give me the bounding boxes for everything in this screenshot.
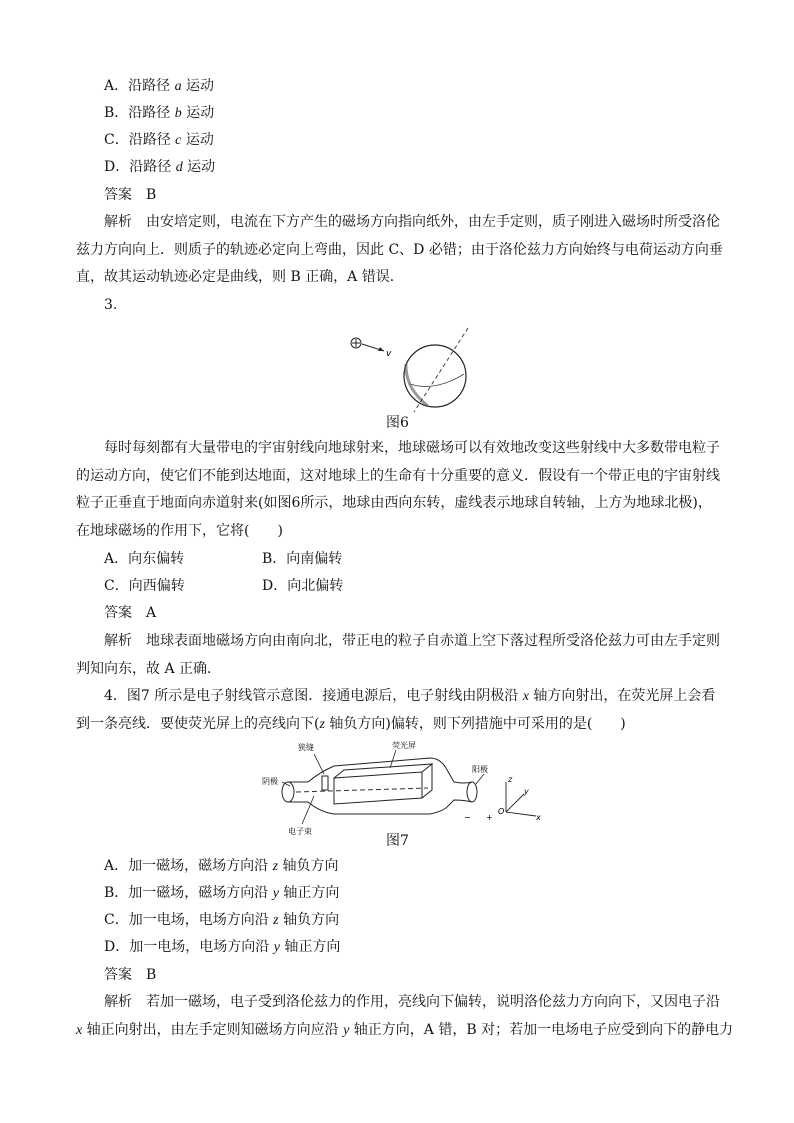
option-q4-a: A．加一磁场，磁场方向沿 z 轴负方向: [104, 858, 339, 874]
origin-label: O: [498, 807, 505, 816]
answer-q3: 答案 A: [104, 605, 157, 621]
axis-y-label: y: [524, 787, 529, 796]
minus-terminal-label: −: [464, 813, 471, 822]
cathode-label: 阴极: [262, 777, 278, 786]
analysis-q2-line3: 直，故其运动轨迹必定是曲线，则 B 正确，A 错误．: [76, 269, 404, 285]
analysis-q2-line2: 兹力方向向上．则质子的轨迹必定向上弯曲，因此 C、D 必错；由于洛伦兹力方向始终与电荷运动方向垂: [76, 242, 723, 258]
fluorescent-screen: [422, 764, 432, 798]
tube-top: [308, 758, 472, 783]
analysis-q2-line1: 解析 由安培定则，电流在下方产生的磁场方向指向纸外，由左手定则，质子刚进入磁场时所受洛伦: [104, 214, 720, 230]
analysis-q4-line1: 解析 若加一磁场，电子受到洛伦兹力的作用，亮线向下偏转，说明洛伦兹力方向向下，又因电子沿: [104, 994, 720, 1010]
anode-cap: [467, 782, 477, 802]
velocity-arrow: [362, 344, 384, 351]
figure-6-caption: 图6: [386, 415, 409, 431]
option-q2-d: D．沿路径 d 运动: [104, 159, 216, 175]
beam-label: 电子束: [288, 827, 312, 836]
option-q3-d: D．向北偏转: [262, 578, 344, 594]
figure-6-earth-diagram: [340, 326, 480, 416]
axis-x-label: x: [536, 813, 541, 822]
answer-q2: 答案 B: [104, 187, 157, 203]
option-q3-b: B．向南偏转: [262, 551, 343, 567]
option-q4-c: C．加一电场，电场方向沿 z 轴负方向: [104, 912, 340, 928]
question-4-text-line1: 4．图7 所示是电子射线管示意图．接通电源后，电子射线由阴极沿 x 轴方向射出，在荧光屏上会看: [104, 688, 716, 704]
option-q2-c: C．沿路径 c 运动: [104, 132, 214, 148]
plus-terminal-label: +: [486, 813, 493, 822]
option-q2-a: A．沿路径 a 运动: [104, 78, 215, 94]
question-3-text-line1: 每时每刻都有大量带电的宇宙射线向地球射来，地球磁场可以有效地改变这些射线中大多数带电粒子: [104, 440, 720, 456]
slit-label: 狭缝: [298, 743, 314, 752]
option-q3-c: C．向西偏转: [104, 578, 185, 594]
analysis-q3-line1: 解析 地球表面地磁场方向由南向北，带正电的粒子自赤道上空下落过程所受洛伦兹力可由左手定则: [104, 633, 720, 649]
figure-7-crt-diagram: [258, 738, 548, 836]
earth-globe: [404, 345, 466, 407]
electron-beam-line: [296, 788, 428, 792]
slit: [322, 776, 328, 790]
axis-z-label: z: [508, 775, 513, 784]
option-q3-a: A．向东偏转: [104, 551, 185, 567]
question-3-text-line4: 在地球磁场的作用下，它将( ): [76, 523, 283, 539]
option-q4-b: B．加一磁场，磁场方向沿 y 轴正方向: [104, 885, 340, 901]
question-4-text-line2: 到一条亮线．要使荧光屏上的亮线向下(z 轴负方向)偏转，则下列措施中可采用的是( ): [76, 716, 626, 732]
analysis-q4-line2: x 轴正向射出，由左手定则知磁场方向应沿 y 轴正方向，A 错，B 对；若加一电场电子应受到向下的静电力: [76, 1022, 734, 1038]
question-3-text-line3: 粒子正垂直于地面向赤道射来(如图6所示，地球由西向东转，虚线表示地球自转轴，上方为地球北极)，: [76, 495, 712, 511]
figure-7-caption: 图7: [386, 833, 409, 849]
option-q4-d: D．加一电场，电场方向沿 y 轴正方向: [104, 939, 341, 955]
analysis-q3-line2: 判知向东，故 A 正确．: [76, 661, 222, 677]
velocity-label: v: [386, 349, 392, 359]
answer-q4: 答案 B: [104, 967, 157, 983]
positive-charge-icon: [351, 338, 361, 348]
coordinate-axes: [506, 782, 536, 816]
question-3-number: 3.: [104, 297, 118, 313]
tube-bottom: [308, 800, 472, 814]
screen-label: 荧光屏: [392, 741, 416, 750]
option-q2-b: B．沿路径 b 运动: [104, 105, 215, 121]
question-3-text-line2: 的运动方向，使它们不能到达地面，这对地球上的生命有十分重要的意义．假设有一个带正电的宇宙射线: [76, 468, 720, 484]
anode-label: 阳极: [472, 765, 488, 774]
inner-box: [334, 772, 422, 804]
